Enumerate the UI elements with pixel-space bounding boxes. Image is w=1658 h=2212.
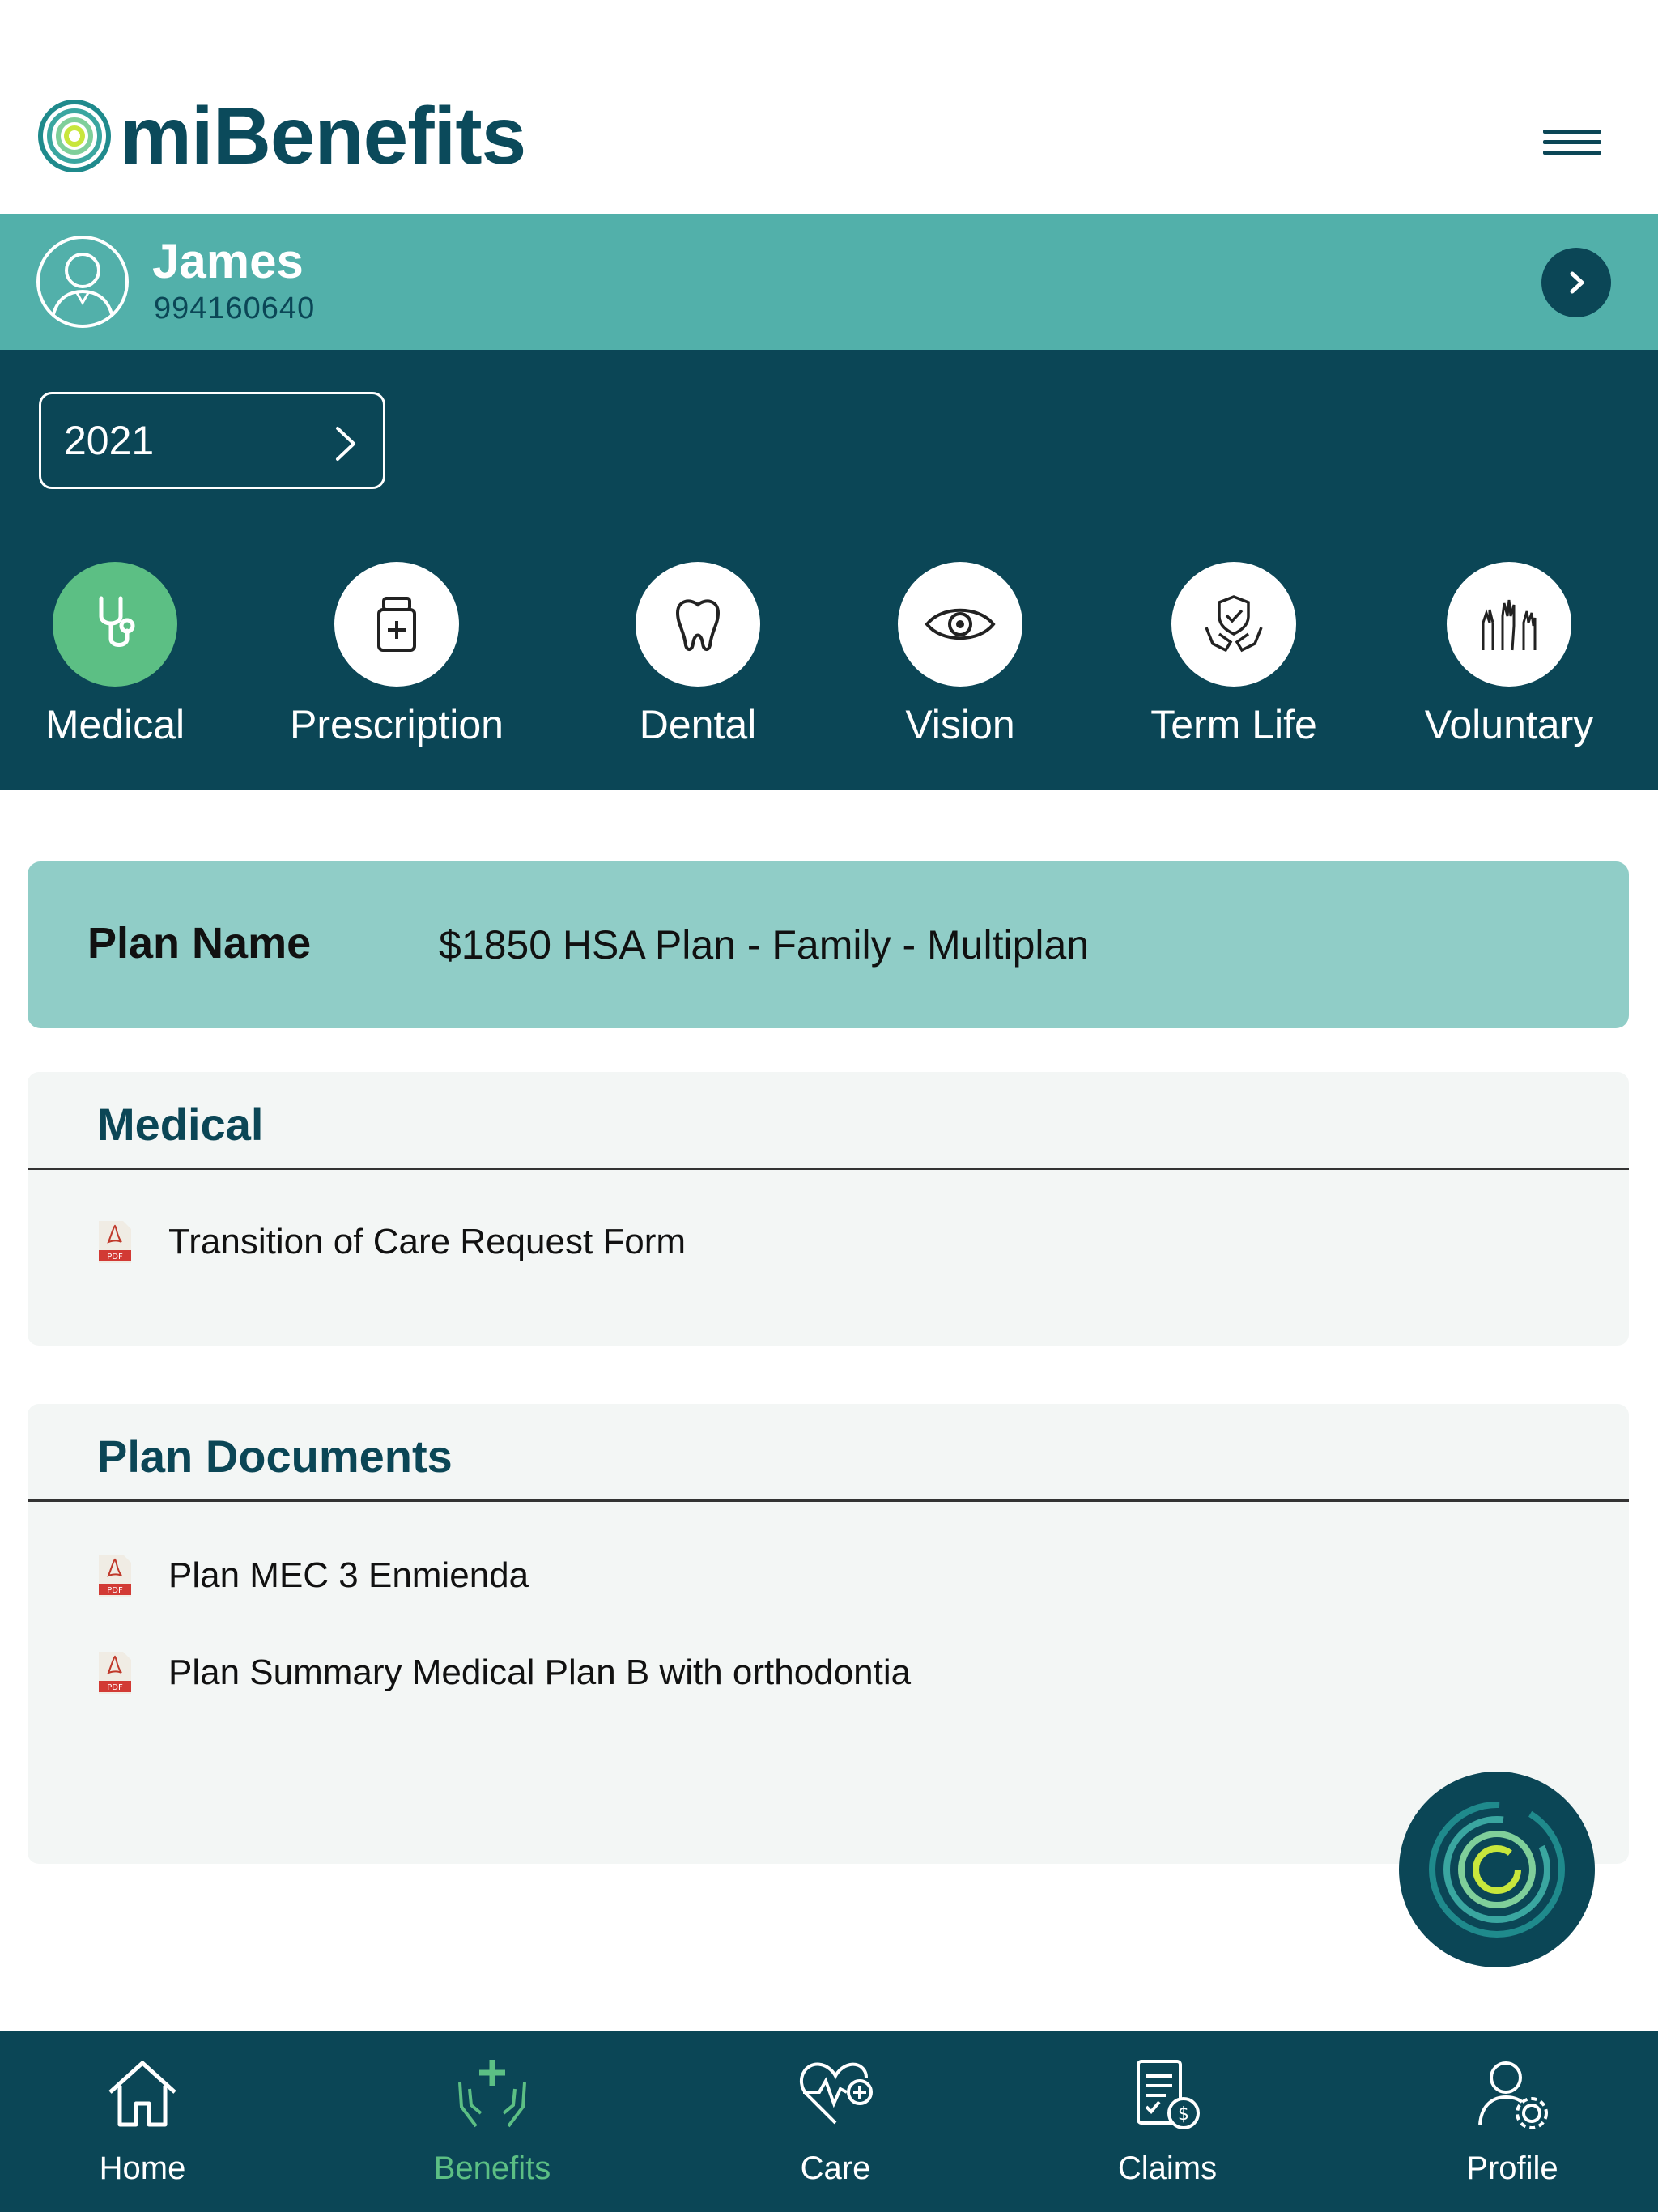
raised-hands-icon <box>1447 562 1571 687</box>
document-link[interactable] <box>97 1219 686 1265</box>
section-title: Medical <box>97 1099 264 1150</box>
nav-benefits[interactable] <box>387 2053 597 2187</box>
nav-care[interactable] <box>730 2053 941 2187</box>
pdf-file-icon <box>97 1650 133 1695</box>
category-prescription[interactable] <box>283 562 510 748</box>
nav-label: Care <box>800 2150 871 2186</box>
bottom-navigation <box>0 2031 1658 2212</box>
category-vision[interactable] <box>847 562 1073 748</box>
user-gear-icon <box>1472 2053 1553 2134</box>
home-icon <box>102 2053 183 2134</box>
section-divider <box>28 1168 1629 1170</box>
document-title: Plan Summary Medical Plan B with orthodontia <box>168 1653 912 1692</box>
category-label: Vision <box>905 702 1015 747</box>
nav-label: Home <box>99 2150 186 2186</box>
member-bar[interactable] <box>0 214 1658 350</box>
chevron-right-icon <box>1562 269 1590 296</box>
plan-name-label: Plan Name <box>87 919 312 968</box>
year-selector[interactable] <box>39 392 385 489</box>
app-header <box>0 0 1658 214</box>
pdf-file-icon <box>97 1219 133 1265</box>
hamburger-menu-icon[interactable] <box>1543 130 1601 162</box>
assistant-button[interactable] <box>1399 1772 1595 1967</box>
svg-text:PDF: PDF <box>107 1253 123 1261</box>
logo-mark-icon <box>37 99 112 173</box>
clipboard-money-icon <box>1127 2053 1208 2134</box>
heart-pulse-icon <box>795 2053 876 2134</box>
nav-label: Claims <box>1117 2150 1218 2186</box>
plan-name-value: $1850 HSA Plan - Family - Multiplan <box>439 922 1090 968</box>
svg-text:PDF: PDF <box>107 1586 123 1595</box>
nav-label: Profile <box>1466 2150 1558 2186</box>
app-logo[interactable] <box>37 91 526 181</box>
document-title: Transition of Care Request Form <box>168 1222 687 1261</box>
app-name: miBenefits <box>120 91 526 181</box>
nav-label: Benefits <box>433 2150 551 2186</box>
hands-plus-icon <box>452 2053 533 2134</box>
logo-mark-icon <box>1424 1797 1570 1942</box>
nav-home[interactable] <box>37 2053 248 2187</box>
document-link[interactable] <box>97 1553 529 1598</box>
section-title: Plan Documents <box>97 1431 453 1482</box>
member-id: 994160640 <box>154 291 316 325</box>
pill-bottle-icon <box>334 562 459 687</box>
member-details-button[interactable] <box>1541 248 1611 317</box>
medical-documents-card <box>28 1072 1629 1346</box>
pdf-file-icon <box>97 1553 133 1598</box>
shield-hands-icon <box>1171 562 1296 687</box>
category-label: Dental <box>639 702 757 747</box>
category-label: Prescription <box>290 702 504 747</box>
year-value: 2021 <box>64 418 155 463</box>
category-label: Medical <box>45 702 185 747</box>
nav-profile[interactable] <box>1407 2053 1618 2187</box>
svg-text:PDF: PDF <box>107 1683 123 1692</box>
eye-icon <box>898 562 1022 687</box>
section-divider <box>28 1499 1629 1502</box>
member-name: James <box>152 234 304 288</box>
svg-text:$: $ <box>1178 2104 1189 2125</box>
user-avatar-icon <box>36 235 130 329</box>
category-label: Voluntary <box>1424 702 1594 747</box>
category-term-life[interactable] <box>1120 562 1347 748</box>
category-label: Term Life <box>1150 702 1317 747</box>
category-medical[interactable] <box>2 562 228 748</box>
chevron-right-icon <box>329 425 362 462</box>
tooth-icon <box>636 562 760 687</box>
category-dental[interactable] <box>585 562 811 748</box>
plan-documents-card <box>28 1404 1629 1864</box>
document-link[interactable] <box>97 1650 911 1695</box>
document-title: Plan MEC 3 Enmienda <box>168 1555 529 1595</box>
nav-claims[interactable] <box>1062 2053 1273 2187</box>
category-voluntary[interactable] <box>1396 562 1622 748</box>
benefits-category-panel <box>0 350 1658 790</box>
stethoscope-icon <box>53 562 177 687</box>
plan-name-banner <box>28 861 1629 1028</box>
